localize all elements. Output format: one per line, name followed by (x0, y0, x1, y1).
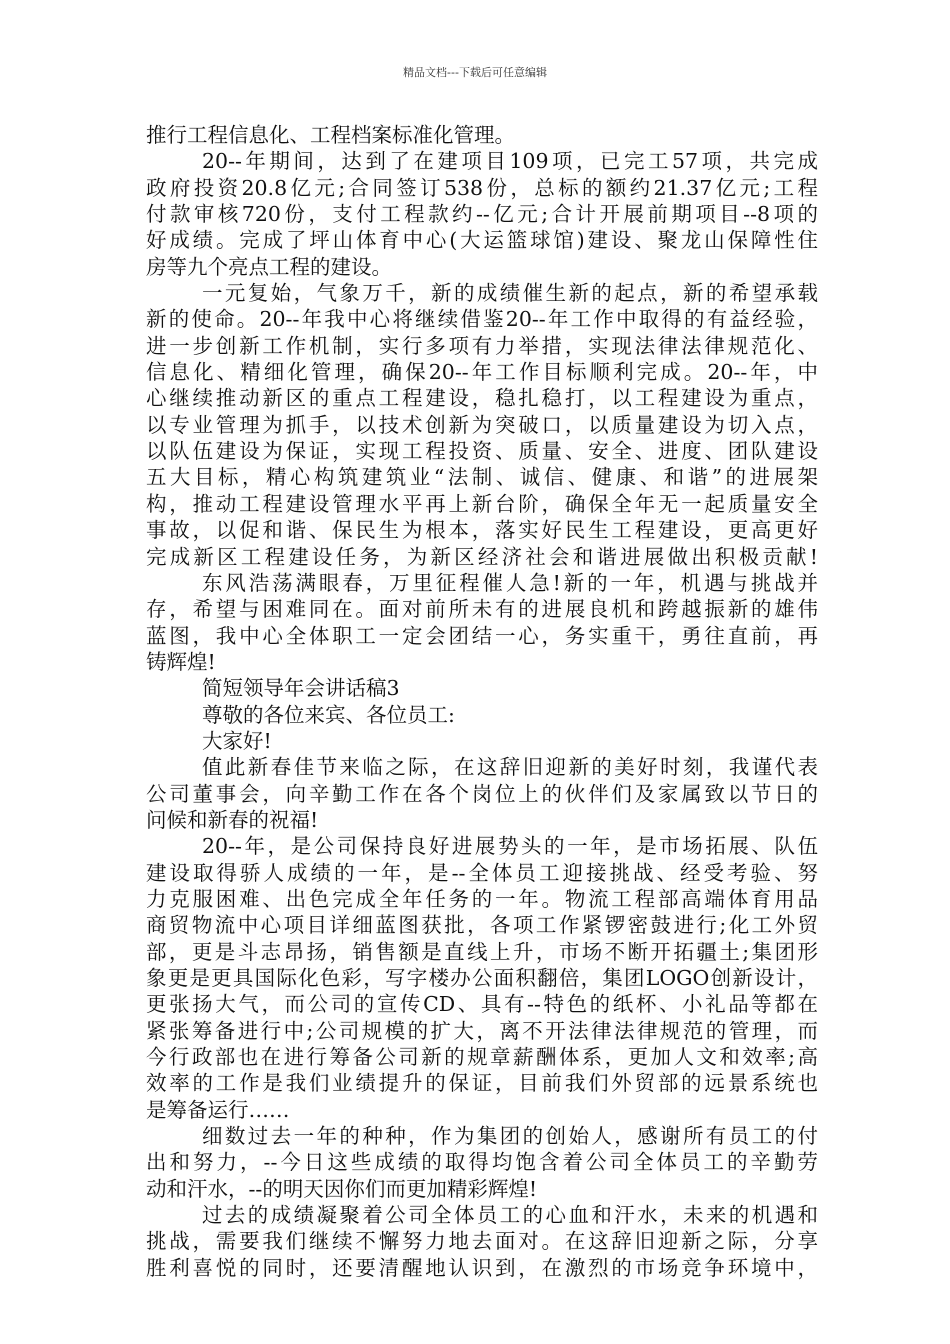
text-line: 推行工程信息化、工程档案标准化管理。 (146, 123, 515, 147)
text-line: 房等九个亮点工程的建设。 (146, 254, 392, 279)
text-line: 值此新春佳节来临之际，在这辞旧迎新的美好时刻，我谨代表 (202, 755, 818, 780)
text-line: 今行政部也在进行筹备公司新的规章薪酬体系，更加人文和效率;高 (146, 1045, 818, 1070)
text-line: 东风浩荡满眼春，万里征程催人急!新的一年，机遇与挑战并 (202, 570, 818, 595)
page-header: 精品文档---下载后可任意编辑 (403, 66, 547, 79)
text-line: 部，更是斗志昂扬，销售额是直线上升，市场不断开拓疆土;集团形 (146, 939, 818, 964)
text-line: 力克服困难、出色完成全年任务的一年。物流工程部高端体育用品 (146, 886, 818, 911)
text-line: 政府投资20.8亿元;合同签订538份，总标的额约21.37亿元;工程 (146, 175, 818, 200)
text-line: 出和努力，--今日这些成绩的取得均饱含着公司全体员工的辛勤劳 (146, 1150, 818, 1175)
text-line: 细数过去一年的种种，作为集团的创始人，感谢所有员工的付 (202, 1124, 818, 1149)
text-line: 效率的工作是我们业绩提升的保证，目前我们外贸部的远景系统也 (146, 1071, 818, 1096)
text-line: 问候和新春的祝福! (146, 807, 319, 832)
text-line: 是筹备运行…… (146, 1097, 290, 1122)
text-line: 商贸物流中心项目详细蓝图获批，各项工作紧锣密鼓进行;化工外贸 (146, 913, 818, 938)
text-line: 信息化、精细化管理，确保20--年工作目标顺利完成。20--年，中 (146, 360, 818, 385)
text-line: 挑战，需要我们继续不懈努力地去面对。在这辞旧迎新之际，分享 (146, 1229, 818, 1254)
text-line: 以专业管理为抓手，以技术创新为突破口，以质量建设为切入点， (146, 412, 818, 437)
text-line: 建设取得骄人成绩的一年，是--全体员工迎接挑战、经受考验、努 (146, 860, 818, 885)
text-line: 事故，以促和谐、保民生为根本，落实好民生工程建设，更高更好 (146, 518, 818, 543)
text-line: 存，希望与困难同在。面对前所未有的进展良机和跨越振新的雄伟 (146, 597, 818, 622)
text-line: 紧张筹备进行中;公司规模的扩大，离不开法律法律规范的管理，而 (146, 1018, 818, 1043)
text-line: 付款审核720份，支付工程款约--亿元;合计开展前期项目--8项的 (146, 202, 818, 227)
text-line: 完成新区工程建设任务，为新区经济社会和谐进展做出积极贡献! (146, 544, 818, 569)
text-line: 更张扬大气，而公司的宣传CD、具有--特色的纸杯、小礼品等都在 (146, 992, 818, 1017)
text-line: 一元复始，气象万千，新的成绩催生新的起点，新的希望承载 (202, 281, 818, 306)
text-line: 新的使命。20--年我中心将继续借鉴20--年工作中取得的有益经验， (146, 307, 818, 332)
text-line: 进一步创新工作机制，实行多项有力举措，实现法律法律规范化、 (146, 333, 818, 358)
text-line: 蓝图，我中心全体职工一定会团结一心，务实重干，勇往直前，再 (146, 623, 818, 648)
document-body (146, 122, 818, 1281)
text-line: 动和汗水，--的明天因你们而更加精彩辉煌! (146, 1176, 538, 1201)
text-line: 尊敬的各位来宾、各位员工: (202, 702, 455, 727)
text-line: 简短领导年会讲话稿3 (202, 676, 400, 701)
text-line: 20--年期间，达到了在建项目109项，已完工57项，共完成 (202, 149, 818, 174)
text-line: 大家好! (202, 728, 272, 753)
text-line: 公司董事会，向辛勤工作在各个岗位上的伙伴们及家属致以节日的 (146, 781, 818, 806)
text-line: 好成绩。完成了坪山体育中心(大运篮球馆)建设、聚龙山保障性住 (146, 228, 818, 253)
text-line: 胜利喜悦的同时，还要清醒地认识到，在激烈的市场竞争环境中， (146, 1255, 818, 1280)
text-line: 过去的成绩凝聚着公司全体员工的心血和汗水，未来的机遇和 (202, 1203, 818, 1228)
text-line: 铸辉煌! (146, 649, 216, 674)
text-line: 心继续推动新区的重点工程建设，稳扎稳打，以工程建设为重点， (146, 386, 818, 411)
text-line: 以队伍建设为保证，实现工程投资、质量、安全、进度、团队建设 (146, 439, 818, 464)
text-line: 五大目标，精心构筑建筑业“法制、诚信、健康、和谐”的进展架 (146, 465, 818, 490)
text-line: 20--年，是公司保持良好进展势头的一年，是市场拓展、队伍 (202, 834, 818, 859)
text-line: 象更是更具国际化色彩，写字楼办公面积翻倍，集团LOGO创新设计， (146, 966, 818, 990)
text-line: 构，推动工程建设管理水平再上新台阶，确保全年无一起质量安全 (146, 491, 818, 516)
